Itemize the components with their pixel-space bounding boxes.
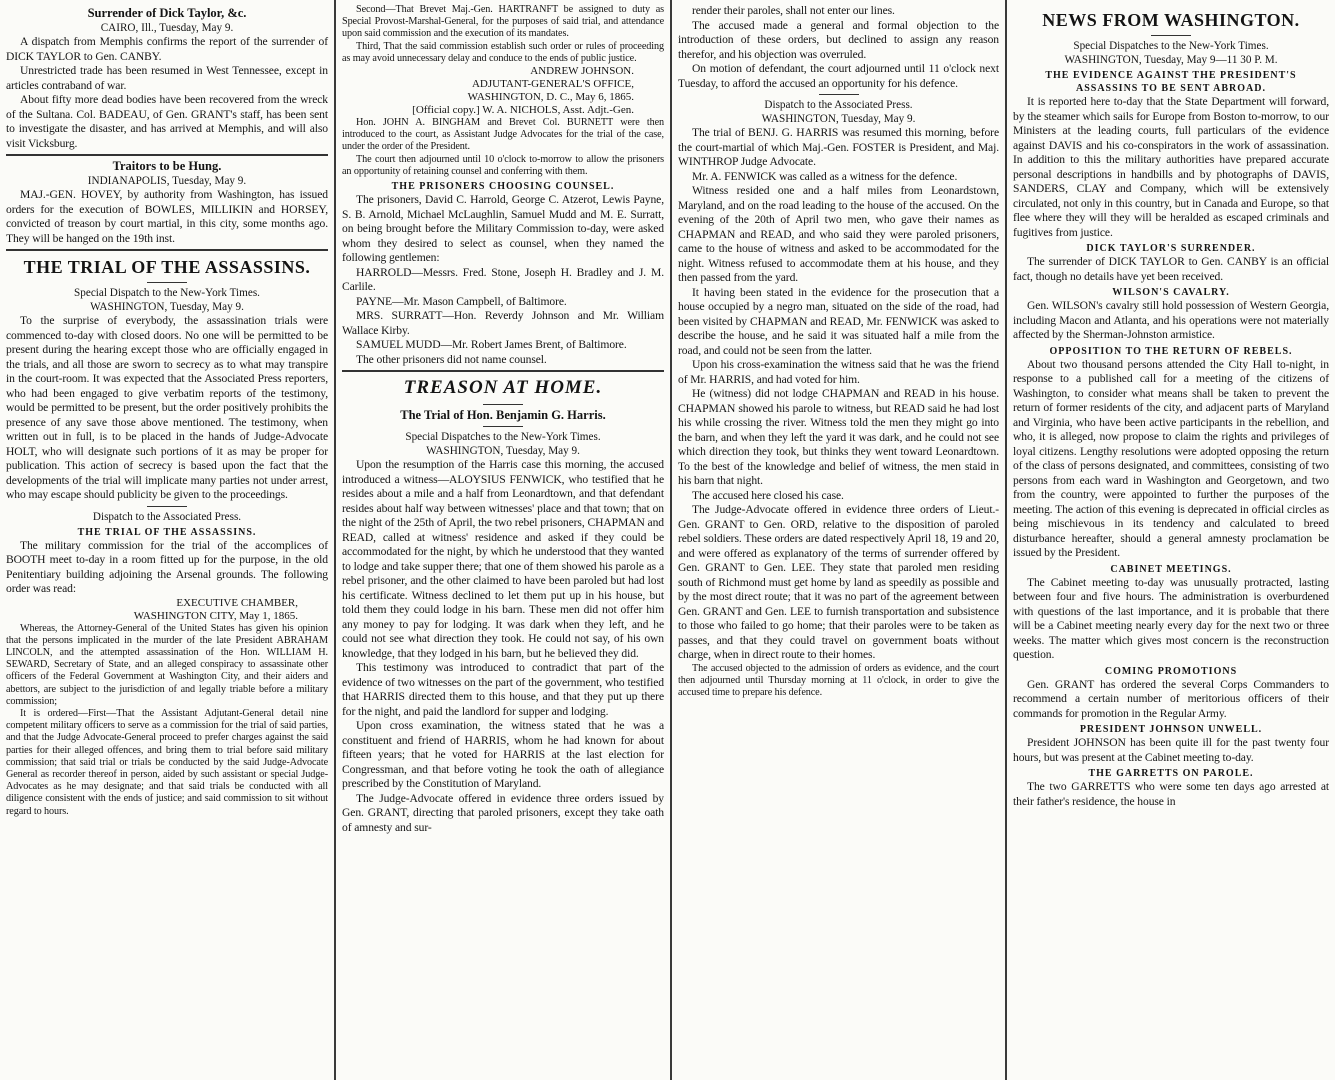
paragraph: The military commission for the trial of the accomplices of BOOTH meet to-day in a room fitted up for the purpose, in the old Penitentiary building adjoining the Arsenal grounds. The following order was read: (6, 538, 328, 595)
paragraph: It is ordered—First—That the Assistant Adjutant-General detail nine competent military officers to serve as a commission for the trial of said parties, and that the Judge Advocate-General proceed to prefer charges against the said parties for their alleged offences, and bring them to trial before said military commission; that said trial or trials be conducted by the said Judge-Advocate General as recorder thereof in person, aided by such assistant or special Judge-Advocates as he may designate; and that said trials be conducted with all diligence consistent with the ends of justice; and said commission to sit without regard to hours. (6, 707, 328, 817)
paragraph: The accused here closed his case. (692, 488, 844, 502)
dateline-washington: WASHINGTON, Tuesday, May 9. (426, 445, 580, 458)
paragraph: He (witness) did not lodge CHAPMAN and READ in his house. CHAPMAN showed his parole to witness, but READ said he had lost his while crossing the river. Witness told the men they might go into the barn, and when they left the yard it was dark, and he could not see which direction they took, but thinks they went toward Leonardtown. To the best of the knowledge and belief of witness, the men staid in his barn that night. (678, 387, 999, 487)
paragraph: The accused made a general and formal objection to the introduction of these orders, but declined to assign any reason therefor, and his objection was overruled. (678, 18, 999, 61)
paragraph: Witness resided one and a half miles from Leonardstown, Maryland, and on the road leading to the house of the accused. On the evening of the 20th of April two men, who gave their names as CHAPMAN and READ, and who said they were paroled prisoners, came to the house of witness and asked to be accommodated for the night. Witness refused to accommodate them at his house, and they then passed from the yard. (678, 184, 999, 284)
paragraph: SAMUEL MUDD—Mr. Robert James Brent, of Baltimore. (356, 338, 627, 352)
section-rule (6, 154, 328, 156)
section-rule (6, 249, 328, 251)
paragraph: On motion of defendant, the court adjourned until 11 o'clock next Tuesday, to afford the accused an opportunity for his defence. (678, 62, 999, 90)
subhead-special-dispatches: Special Dispatches to the New-York Times. (1073, 40, 1269, 52)
paragraph: President JOHNSON has been quite ill for the past twenty four hours, but was present at the Cabinet meeting to-day. (1013, 736, 1329, 764)
paragraph: Second—That Brevet Maj.-Gen. HARTRANFT be assigned to duty as Special Provost-Marshal-General, for the purposes of said trial, and attendance upon said commission and the execution of its mandates. (342, 4, 664, 40)
paragraph: Upon the resumption of the Harris case this morning, the accused introduced a witness—ALOYSIUS FENWICK, who testified that he resides about a mile and a half from Leonardtown, and that defendant resides about half way between witnesses' place and that town; that on the night of the 25th of April, the two rebel prisoners, CHAPMAN and READ, called at witness' residence and asked if they could be accommodated for the night, by which he understood that they wanted to lodge and take supper there; that one of them showed his parole as a rebel prisoner, and the other claimed to have been paroled but had lost his certificate. Witness declined to let them put up in his house, but told them they could lodge in his barn. These men did not offer him any money to pay for lodging. It was dark when they left, and he could not see what direction they took. He could not say, of his own knowledge, that they lodged in his barn, but he believed they did. (342, 458, 664, 660)
column-4 (1007, 0, 1335, 1080)
subhead-special-dispatch: Special Dispatch to the New-York Times. (74, 287, 260, 299)
paragraph: PAYNE—Mr. Mason Campbell, of Baltimore. (356, 294, 567, 308)
column-2 (336, 0, 670, 1080)
subhead-garretts: THE GARRETTS ON PAROLE. (1088, 768, 1254, 779)
dateline-cairo: CAIRO, Ill., Tuesday, May 9. (100, 22, 234, 34)
paragraph: The Judge-Advocate offered in evidence three orders issued by Gen. GRANT, directing that paroled prisoners, except they take oath of amnesty and sur- (342, 791, 664, 834)
signature-official-copy: [Official copy.] W. A. NICHOLS, Asst. Adjt.-Gen. (412, 104, 634, 117)
headline-treason-at-home: TREASON AT HOME. (403, 377, 603, 399)
dateline-washington: WASHINGTON, Tuesday, May 9. (761, 113, 916, 125)
paragraph: Mr. A. FENWICK was called as a witness for the defence. (692, 169, 958, 183)
subhead-associated-press: Dispatch to the Associated Press. (764, 99, 913, 111)
paragraph: render their paroles, shall not enter our lines. (692, 4, 895, 17)
paragraph: Whereas, the Attorney-General of the United States has given his opinion that the persons implicated in the murder of the late President ABRAHAM LINCOLN, and the attempted assassination of the Hon. WILLIAM H. SEWARD, Secretary of State, and an alleged conspiracy to assassinate other officers of the Federal Government at Washington City, and their aiders and abettors, are subject to the jurisdiction of and legally triable before a military commission; (6, 622, 328, 707)
headline-trial-of-assassins: THE TRIAL OF THE ASSASSINS. (23, 257, 311, 277)
subhead-cabinet: CABINET MEETINGS. (1110, 563, 1232, 575)
subhead-wilson: WILSON'S CAVALRY. (1112, 287, 1230, 298)
divider (147, 282, 187, 283)
paragraph: Hon. JOHN A. BINGHAM and Brevet Col. BURNETT were then introduced to the court, as Assistant Judge Advocates for the trial of the case, under the order of the President. (342, 117, 664, 153)
headline-surrender: Surrender of Dick Taylor, &c. (87, 6, 247, 20)
divider (483, 404, 523, 405)
subhead-trial: THE TRIAL OF THE ASSASSINS. (77, 526, 257, 538)
paragraph: This testimony was introduced to contradict that part of the evidence of two witnesses on the part of the government, who testified that HARRIS directed them to this house, and that they put up there for the night, and paid the landlord for supper and lodging. (342, 661, 664, 718)
subhead-promotions: COMING PROMOTIONS (1104, 665, 1238, 677)
divider (483, 426, 523, 427)
dateline-executive-chamber: EXECUTIVE CHAMBER, (176, 596, 298, 609)
paragraph: A dispatch from Memphis confirms the report of the surrender of DICK TAYLOR to Gen. CANBY. (6, 35, 328, 63)
paragraph: It is reported here to-day that the State Department will forward, by the steamer which sails for Europe from Boston to-morrow, to our Ministers at the leading courts, full particulars of the evidence against DAVIS and his co-conspirators in the work of assassination. In addition to this the military authorities have prepared accurate personal descriptions in handbills and by photographs of DAVIS, SANDERS, CLAY and Company, which will be extensively circulated, not only in this country, but in Canada and Europe, so that flee where they will they will be heralded as escaped criminals and fugitives from justice. (1013, 95, 1329, 239)
paragraph: The other prisoners did not name counsel. (356, 352, 547, 366)
subhead-associated-press: Dispatch to the Associated Press. (92, 510, 242, 523)
paragraph: About fifty more dead bodies have been recovered from the wreck of the Sultana. Col. BADEAU, of Gen. GRANT's staff, has been sent to investigate the disaster, and has arrived at Memphis, and will also visit Vicksburg. (6, 93, 328, 150)
paragraph: The Cabinet meeting to-day was unusually protracted, lasting between four and five hours. The administration is overburdened with questions of the last importance, and it is probable that there will be a Cabinet meeting nearly every day for the next two or three weeks. The matter which gives most concern is the reconstruction question. (1013, 575, 1329, 661)
headline-harris-trial: The Trial of Hon. Benjamin G. Harris. (400, 408, 606, 423)
subhead-counsel: THE PRISONERS CHOOSING COUNSEL. (391, 181, 615, 193)
signature-date: WASHINGTON, D. C., May 6, 1865. (467, 91, 634, 104)
paragraph: The trial of BENJ. G. HARRIS was resumed this morning, before the court-martial of which Maj.-Gen. FOSTER is President, and Maj. WINTHROP Judge Advocate. (678, 126, 999, 168)
paragraph: The two GARRETTS who were some ten days ago arrested at their father's residence, the house in (1013, 780, 1329, 808)
signature: ANDREW JOHNSON. (530, 65, 634, 78)
divider (819, 94, 859, 95)
subhead-dick-taylor: DICK TAYLOR'S SURRENDER. (1086, 243, 1256, 254)
column-3 (672, 0, 1005, 1080)
dateline-washington: WASHINGTON, Tuesday, May 9. (90, 301, 244, 313)
subhead-evidence: THE EVIDENCE AGAINST THE PRESIDENT'S ASSASSINS TO BE SENT ABROAD. (1045, 70, 1297, 94)
paragraph: The court then adjourned until 10 o'clock to-morrow to allow the prisoners an opportunity of retaining counsel and conferring with them. (342, 153, 664, 177)
paragraph: Unrestricted trade has been resumed in West Tennessee, except in articles contraband of war. (6, 64, 328, 92)
paragraph: Upon cross examination, the witness stated that he was a constituent and friend of HARRIS, whom he had known for about fifteen years; that he voted for HARRIS at the last election for Congressman, and that before voting he took the oath of allegiance prescribed by the Constitution of Maryland. (342, 719, 664, 791)
paragraph: The accused objected to the admission of orders as evidence, and the court then adjourned until Thursday morning at 11 o'clock, in order to give the accused time to prepare his defence. (678, 662, 999, 698)
dateline-washington: WASHINGTON, Tuesday, May 9—11 30 P. M. (1064, 54, 1278, 66)
paragraph: It having been stated in the evidence for the prosecution that a house occupied by a negro man, situated on the side of the road, had been visited by CHAPMAN and READ, Mr. FENWICK was asked to describe the house, and he said it was situated half a mile from the road, and could not be seen from the latter. (678, 285, 999, 357)
signature-office: ADJUTANT-GENERAL'S OFFICE, (471, 78, 634, 91)
paragraph: Gen. GRANT has ordered the several Corps Commanders to recommend a certain number of meritorious officers of their commands for promotion in the Regular Army. (1013, 677, 1329, 720)
divider (147, 506, 187, 507)
dateline-indianapolis: INDIANAPOLIS, Tuesday, May 9. (87, 175, 247, 187)
paragraph: HARROLD—Messrs. Fred. Stone, Joseph H. Bradley and J. M. Carlile. (342, 265, 664, 294)
subhead-special-dispatches: Special Dispatches to the New-York Times. (405, 431, 601, 444)
section-rule (342, 370, 664, 372)
paragraph: MRS. SURRATT—Hon. Reverdy Johnson and Mr. William Wallace Kirby. (342, 309, 664, 337)
column-1 (0, 0, 334, 1080)
divider (1151, 35, 1191, 36)
paragraph: About two thousand persons attended the City Hall to-night, in response to a published call for a meeting of the citizens of Washington, to consider what means shall be taken to prevent the return of former residents of the city, and adjacent parts of Maryland and Virginia, who have been active participants in the rebellion, and who, it is alleged, now propose to claim the rights and privileges of loyal citizens. Lengthy resolutions were adopted opposing the return of the class of persons designated, and committees, consisting of two persons from each ward in Washington and Georgetown, and two from the country, were appointed to further the purposes of the meeting. The action of this evening is deprecated in official circles as being mischievous in its tendency and calculated to breed disturbance hereafter, should a general amnesty proclamation be issued by the President. (1013, 357, 1329, 559)
paragraph: The Judge-Advocate offered in evidence three orders of Lieut.-Gen. GRANT to Gen. ORD, relative to the disposition of paroled rebel soldiers. These orders are dated respectively April 18, 19 and 20, and were offered as explanatory of the terms of surrender offered by Gen. GRANT to Gen. LEE. They state that paroled men residing south of Richmond must get home by land as speedily as possible and by the most direct route; that it was no part of the agreement between Gen. GRANT and Gen. LEE to furnish transportation and subsistence to those who failed to go home; that their paroles were to be taken as passes, and that they could travel on government boats without charge, when in direct route to their homes. (678, 503, 999, 661)
paragraph: Upon his cross-examination the witness said that he was the friend of Mr. HARRIS, and had voted for him. (678, 358, 999, 386)
paragraph: The prisoners, David C. Harrold, George C. Atzerot, Lewis Payne, S. B. Arnold, Michael McLaughlin, Samuel Mudd and M. E. Surratt, on being brought before the Military Commission to-day, were asked whom they desired to select as counsel, when they named the following gentlemen: (342, 193, 664, 265)
dateline-executive-date: WASHINGTON CITY, May 1, 1865. (133, 609, 298, 622)
paragraph: To the surprise of everybody, the assassination trials were commenced to-day with closed doors. No one will be permitted to be present during the hearing except those who are officially engaged in the trials, and all those are sworn to secrecy as to what may transpire in the court-room. It was expected that the Associated Press reporters, who had been engaged to give verbatim reports of the testimony, would be permitted to be present, but the order positively prohibits the presence of any save those above mentioned. The testimony, when written out in full, is to be placed in the hands of Judge-Advocate HOLT, who will designate such portions of it as may be proper for publication. This action of secrecy is based upon the fact that the developments of the trial will implicate many parties not under arrest, who may escape should publicity be given to the proceedings. (6, 314, 328, 501)
subhead-johnson: PRESIDENT JOHNSON UNWELL. (1079, 724, 1263, 735)
headline-news-from-washington: NEWS FROM WASHINGTON. (1042, 10, 1300, 30)
paragraph: MAJ.-GEN. HOVEY, by authority from Washington, has issued orders for the execution of BOWLES, MILLIKIN and HORSEY, convicted of treason by court martial, in this city, some months ago. They will be hanged on the 19th inst. (6, 188, 328, 245)
subhead-opposition: OPPOSITION TO THE RETURN OF REBELS. (1049, 345, 1293, 357)
paragraph: Third, That the said commission establish such order or rules of proceeding as may avoid unnecessary delay and conduce to the ends of public justice. (342, 40, 664, 64)
paragraph: The surrender of DICK TAYLOR to Gen. CANBY is an official fact, though no details have yet been received. (1013, 255, 1329, 283)
paragraph: Gen. WILSON's cavalry still hold possession of Western Georgia, including Macon and Atlanta, and his operations were not materially affected by the Sherman-Johnston armistice. (1013, 299, 1329, 341)
headline-traitors: Traitors to be Hung. (112, 159, 222, 173)
